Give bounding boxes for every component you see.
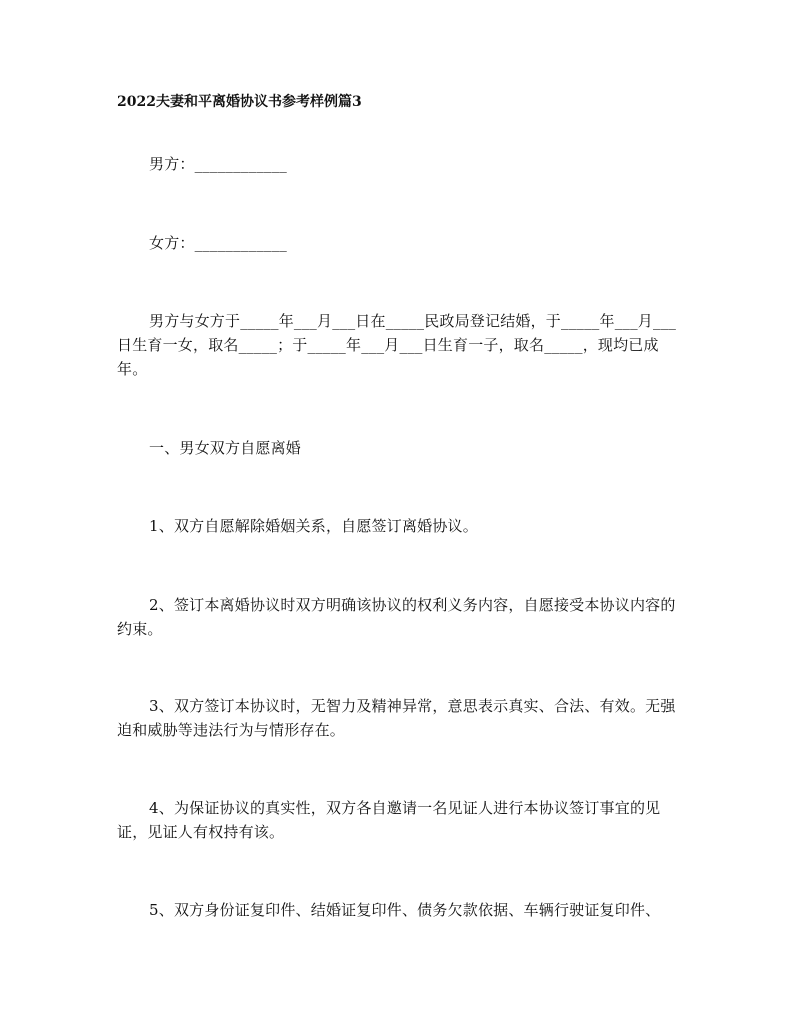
clause-1: 1、双方自愿解除婚姻关系，自愿签订离婚协议。 (149, 517, 478, 535)
document-title: 2022夫妻和平离婚协议书参考样例篇3 (117, 94, 362, 110)
female-party-field: 女方：____________ (149, 234, 288, 252)
clause-2: 2、签订本离婚协议时双方明确该协议的权利义务内容，自愿接受本协议内容的约束。 (117, 596, 676, 638)
clause-4: 4、为保证协议的真实性，双方各自邀请一名见证人进行本协议签订事宜的见证，见证人有权持有该。 (117, 799, 661, 841)
clause-5: 5、双方身份证复印件、结婚证复印件、债务欠款依据、车辆行驶证复印件、 (149, 901, 661, 919)
marriage-info-paragraph: 男方与女方于_____年___月___日在_____民政局登记结婚，于_____年___月___日生育一女，取名_____；于_____年___月___日生育一子，取名_____，现均已成年。 (117, 312, 677, 378)
male-party-field: 男方：____________ (149, 155, 288, 173)
section-heading-voluntary-divorce: 一、男女双方自愿离婚 (149, 439, 302, 457)
clause-3: 3、双方签订本协议时，无智力及精神异常，意思表示真实、合法、有效。无强迫和威胁等违法行为与情形存在。 (117, 697, 676, 739)
